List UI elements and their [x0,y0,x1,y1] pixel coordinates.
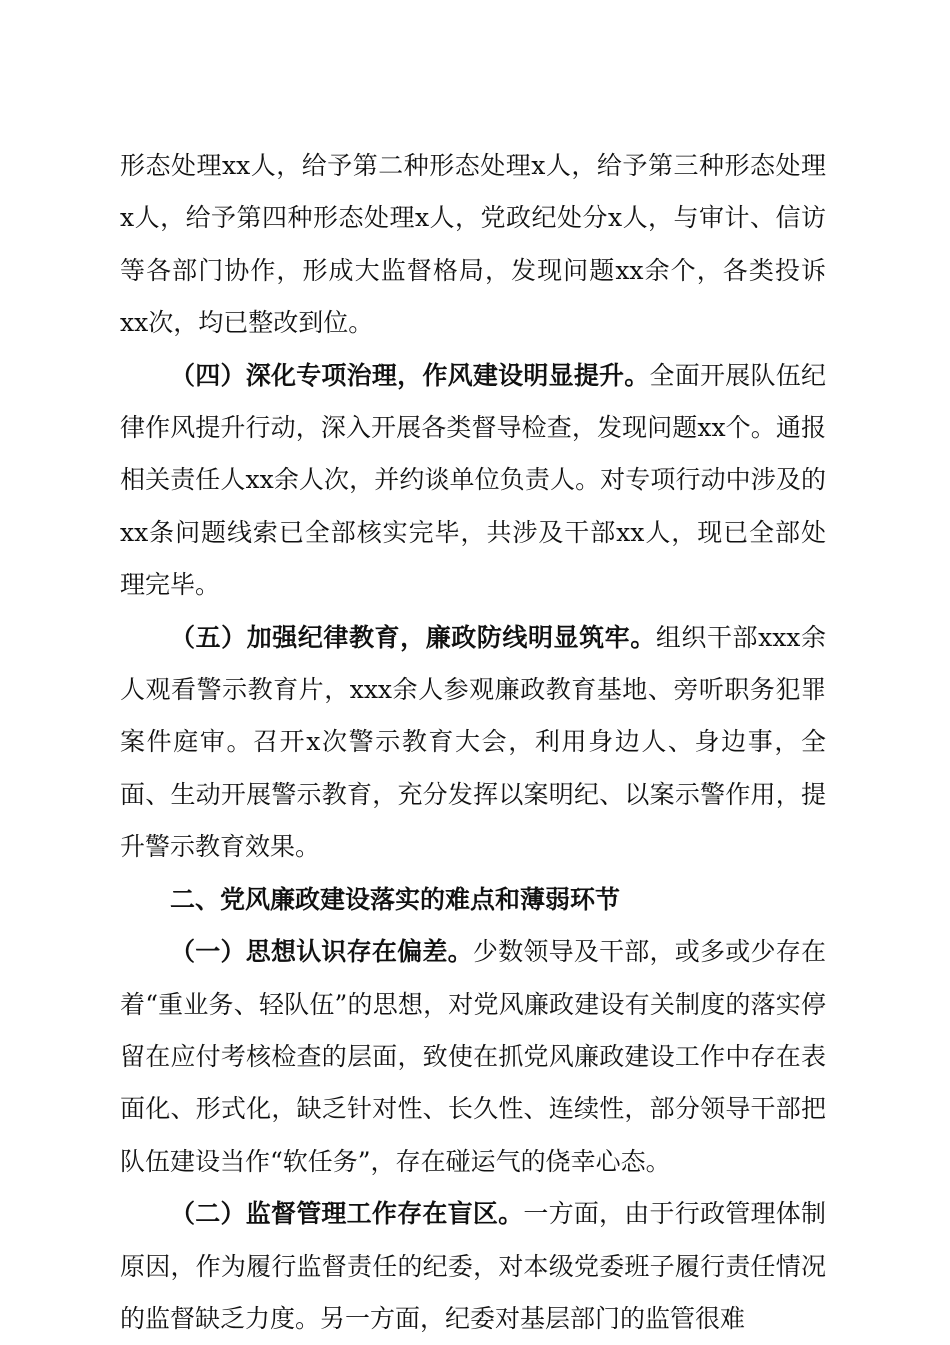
paragraph-text: 组织干部xxx余人观看警示教育片，xxx余人参观廉政教育基地、旁听职务犯罪案件庭审。召开x次警示教育大会，利用身边人、身边事，全面、生动开展警示教育，充分发挥以案明纪、以案示警作用，提升警示教育效果。 [120,622,826,862]
document-page [120,140,826,1345]
paragraph-difficulty-1 [120,926,826,1188]
paragraph-text: 形态处理xx人，给予第二种形态处理x人，给予第三种形态处理x人，给予第四种形态处理x人，党政纪处分x人，与审计、信访等各部门协作，形成大监督格局，发现问题xx余个，各类投诉xx次，均已整改到位。 [120,151,826,338]
paragraph-item-5 [120,612,826,874]
paragraph-text: 少数领导及干部，或多或少存在着“重业务、轻队伍”的思想，对党风廉政建设有关制度的落实停留在应付考核检查的层面，致使在抓党风廉政建设工作中存在表面化、形式化，缺乏针对性、长久性、连续性，部分领导干部把队伍建设当作“软任务”，存在碰运气的侥幸心态。 [120,937,826,1176]
paragraph-lead: （一）思想认识存在偏差。 [170,937,473,967]
section-heading: 二、党风廉政建设落实的难点和薄弱环节 [170,884,621,914]
paragraph-item-4 [120,350,826,612]
paragraph-lead: （五）加强纪律教育，廉政防线明显筑牢。 [170,622,656,652]
paragraph-text: 全面开展队伍纪律作风提升行动，深入开展各类督导检查，发现问题xx个。通报相关责任人xx余人次，并约谈单位负责人。对专项行动中涉及的xx条问题线索已全部核实完毕，共涉及干部xx人，现已全部处理完毕。 [120,360,826,600]
paragraph-lead: （二）监督管理工作存在盲区。 [170,1199,524,1229]
paragraph-lead: （四）深化专项治理，作风建设明显提升。 [170,360,650,390]
paragraph-difficulty-2 [120,1188,826,1345]
paragraph-text: 一方面，由于行政管理体制原因，作为履行监督责任的纪委，对本级党委班子履行责任情况的监督缺乏力度。另一方面，纪委对基层部门的监管很难 [120,1199,826,1333]
paragraph-continuation [120,140,826,350]
